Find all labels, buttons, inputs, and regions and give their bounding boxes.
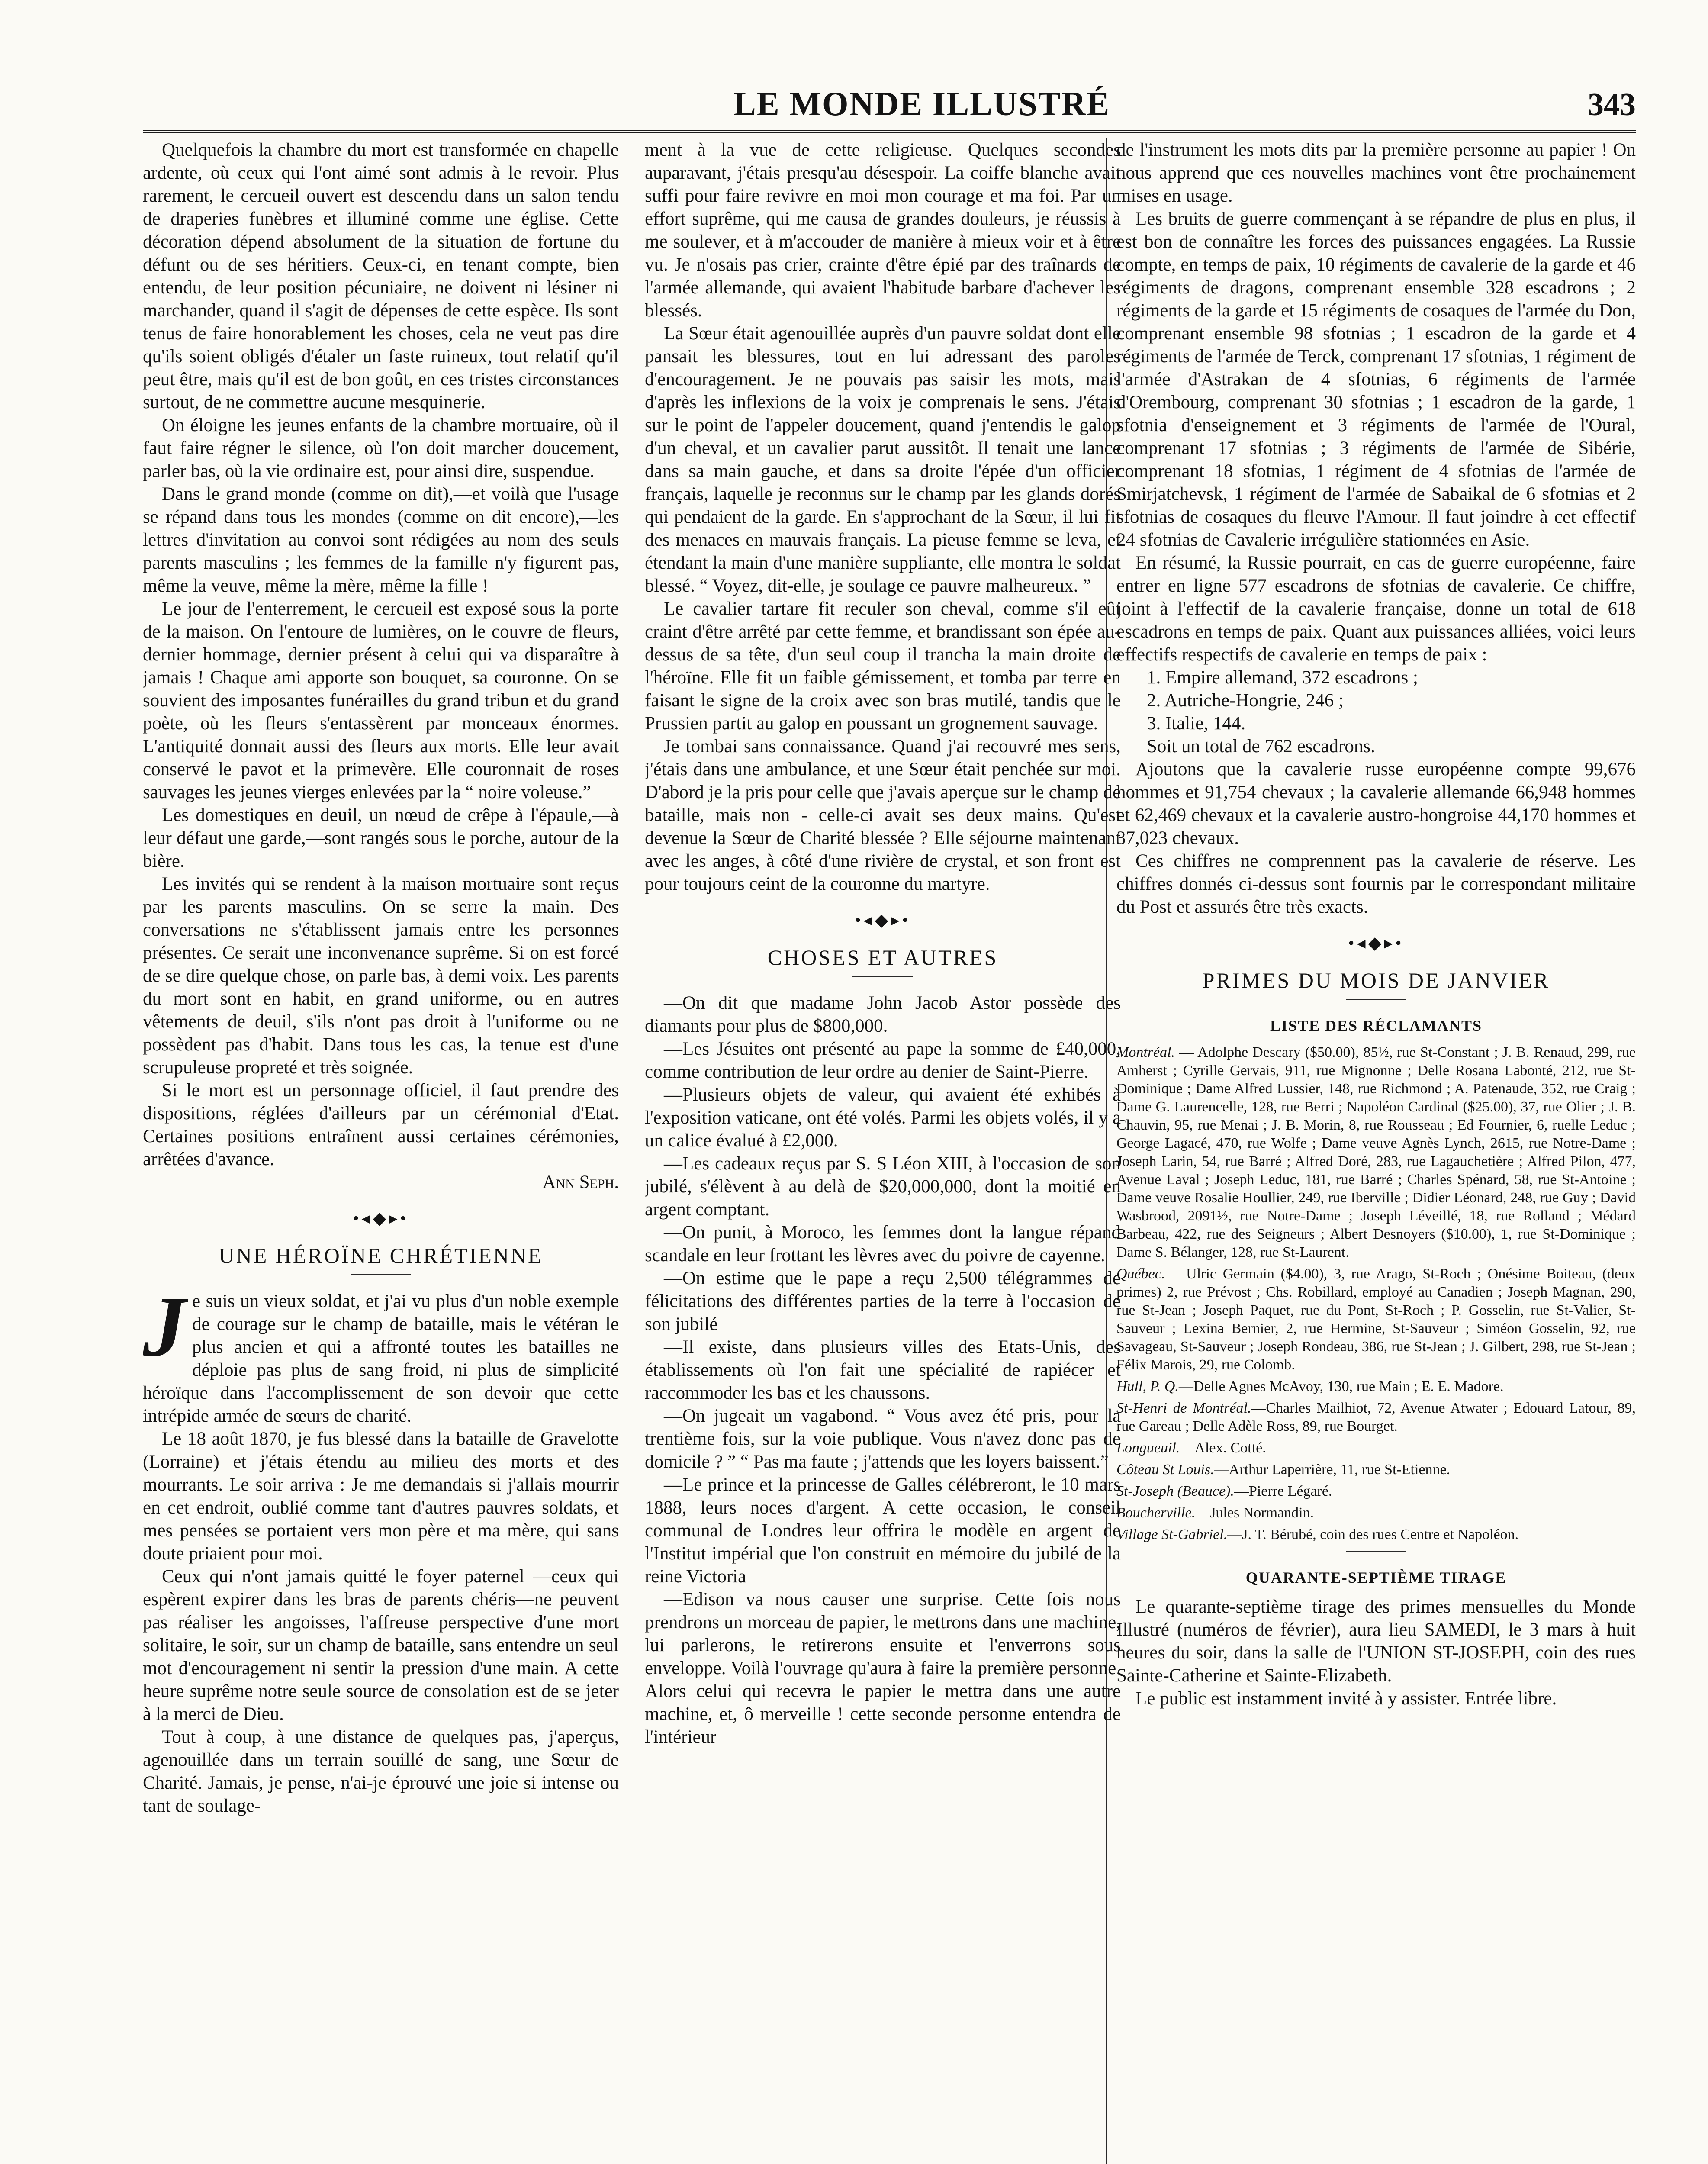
list-item-text: —Alex. Cotté. <box>1180 1440 1266 1456</box>
list-item-text: —Jules Normandin. <box>1195 1505 1314 1521</box>
news-item: —On estime que le pape a reçu 2,500 télégrammes de félicitations des différentes parties de la terre à l'occasion de son jubilé <box>645 1268 1121 1334</box>
list-item: 1. Empire allemand, 372 escadrons ; <box>1147 667 1418 688</box>
news-item: —Il existe, dans plusieurs villes des Etats-Unis, des établissements où l'on fait une spécialité de rapiécer et raccommoder les bas et les chaussons. <box>645 1337 1121 1403</box>
paragraph: En résumé, la Russie pourrait, en cas de guerre européenne, faire entrer en ligne 577 escadrons de sfotnias de cavalerie. Ce chiffre, joint à l'effectif de la cavalerie française, donne un total de 618 escadrons en temps de paix. Quant aux puissances alliées, voici leurs effectifs respectifs de cavalerie en temps de paix : <box>1116 553 1636 665</box>
subsection-heading: LISTE DES RÉCLAMANTS <box>1270 1017 1483 1034</box>
paragraph: Le quarante-septième tirage des primes mensuelles du Monde Illustré (numéros de février), aura lieu SAMEDI, le 3 mars à huit heures du soir, dans la salle de l'UNION ST-JOSEPH, coin des rues Sainte-Catherine et Sainte-Elizabeth. <box>1116 1597 1636 1686</box>
list-item <box>1116 1399 1636 1436</box>
paragraph: Dans le grand monde (comme on dit),—et voilà que l'usage se répand dans tous les mondes (comme on dit encore),—les lettres d'invitation au convoi sont rédigées au nom des seuls parents masculins ; les femmes de la famille n'y figurent pas, même la veuve, même la mère, même la fille ! <box>143 484 619 596</box>
news-item: —Edison va nous causer une surprise. Cette fois nous prendrons un morceau de papier, le mettrons dans une machine, lui parlerons, le retirerons ensuite et l'enverrons sous enveloppe. Voilà l'ouvrage qu'aura à faire la première personne. Alors celui qui recevra le papier le mettra dans une autre machine, et, ô merveille ! cette seconde personne entendra de l'intérieur <box>645 1589 1121 1747</box>
place-name: Boucherville. <box>1116 1505 1196 1521</box>
section-ornament: •◂◆▸• <box>855 910 911 930</box>
drop-cap: J <box>143 1279 186 1375</box>
heading-rule <box>1346 999 1406 1000</box>
list-item-text: —Charles Mailhiot, 72, Avenue Atwater ; Edouard Latour, 89, rue Gareau ; Delle Adèle Ross, 89, rue Bourget. <box>1116 1400 1636 1434</box>
list-item-text: —J. T. Bérubé, coin des rues Centre et Napoléon. <box>1227 1526 1519 1542</box>
paragraph: Tout à coup, à une distance de quelques pas, j'aperçus, agenouillée dans un terrain souillé de sang, une Sœur de Charité. Jamais, je pense, n'ai-je éprouvé une joie si intense ou tant de soulage- <box>143 1727 619 1816</box>
list-item <box>1116 1043 1636 1262</box>
place-name: Côteau St Louis. <box>1116 1462 1214 1478</box>
paragraph: Les domestiques en deuil, un nœud de crêpe à l'épaule,—à leur défaut une garde,—sont rangés sous le porche, autour de la bière. <box>143 805 619 871</box>
claimants-list <box>1116 1043 1636 1544</box>
heading-rule <box>351 1274 411 1275</box>
paragraph: Le jour de l'enterrement, le cercueil est exposé sous la porte de la maison. On l'entoure de lumières, on le couvre de fleurs, dernier hommage, dernier présent à celui qui va disparaître à jamais ! Chaque ami apporte son bouquet, sa couronne. On se souvient des imposantes funérailles du grand tribun et du grand poète, où les fleurs s'entassèrent par monceaux énormes. L'antiquité donnait aussi des fleurs aux morts. Elle leur avait conservé le pavot et la primevère. Elle couronnait de roses sauvages les jeunes vierges enlevées par la “ noire voleuse.” <box>143 599 619 802</box>
list-item: 2. Autriche-Hongrie, 246 ; <box>1147 690 1344 711</box>
page-number: 343 <box>1588 87 1636 122</box>
place-name: Québec. <box>1116 1266 1165 1282</box>
news-item: —On punit, à Moroco, les femmes dont la langue répand scandale en leur frottant les lèvres avec du poivre de cayenne. <box>645 1222 1121 1266</box>
paragraph: ment à la vue de cette religieuse. Quelques secondes auparavant, j'étais presqu'au désespoir. La coiffe blanche avait suffi pour faire revivre en moi mon courage et ma foi. Par un effort suprême, qui me causa de grandes douleurs, je réussis à me soulever, et à m'accouder de manière à mieux voir et à être vu. Je n'osais pas crier, crainte d'être épié par des traînards de l'armée allemande, qui avaient l'habitude barbare d'achever les blessés. <box>645 140 1121 321</box>
paragraph: On éloigne les jeunes enfants de la chambre mortuaire, où il faut faire régner le silence, où l'on doit marcher doucement, parler bas, où la vie ordinaire est, pour ainsi dire, suspendue. <box>143 415 619 481</box>
paragraph-text: e suis un vieux soldat, et j'ai vu plus d'un noble exemple de courage sur le champ de bataille, mais le vétéran le plus ancien et qui a affronté toutes les batailles ne déploie pas plus de sang froid, ni plus de simplicité héroïque dans l'accomplissement de son devoir que cette intrépide armée de sœurs de charité. <box>143 1291 619 1426</box>
place-name: Village St-Gabriel. <box>1116 1526 1228 1542</box>
section-heading: CHOSES ET AUTRES <box>767 945 998 969</box>
masthead-title: LE MONDE ILLUSTRÉ <box>733 85 1110 122</box>
paragraph: La Sœur était agenouillée auprès d'un pauvre soldat dont elle pansait les blessures, tout en lui adressant des paroles d'encouragement. Je ne pouvais pas saisir les mots, mais d'après les inflexions de la voix je comprenais le sens. J'étais sur le point de l'appeler doucement, quand j'entendis le galop d'un cheval, et un cavalier parut aussitôt. Il tenait une lance dans sa main gauche, et dans sa droite l'épée d'un officier français, laquelle je reconnus sur le champ par les glands dorés qui pendaient de la garde. En s'approchant de la Sœur, il lui fit des menaces en mauvais français. La pieuse femme se leva, et étendant la main d'une manière suppliante, elle montra le soldat blessé. “ Voyez, dit-elle, je soulage ce pauvre malheureux. ” <box>645 323 1121 596</box>
list-item <box>1116 1482 1636 1501</box>
list-item: 3. Italie, 144. <box>1147 713 1246 734</box>
paragraph: Ceux qui n'ont jamais quitté le foyer paternel —ceux qui espèrent expirer dans les bras de parents chéris—ne peuvent pas réaliser les angoisses, l'affreuse perspective d'une mort solitaire, le soir, sur un champ de bataille, sans entendre un seul mot d'encouragement ni sentir la pression d'une main. A cette heure suprême notre seule source de consolation est de se jeter à la merci de Dieu. <box>143 1566 619 1724</box>
list-item <box>1116 1265 1636 1374</box>
news-item: —Les cadeaux reçus par S. S Léon XIII, à l'occasion de son jubilé, s'élèvent à au delà de $20,000,000, dont la moitié en argent comptant. <box>645 1153 1121 1220</box>
list-item <box>1116 1461 1636 1479</box>
section-heading: UNE HÉROÏNE CHRÉTIENNE <box>219 1243 543 1268</box>
list-item-text: — Ulric Germain ($4.00), 3, rue Arago, St-Roch ; Onésime Boiteau, (deux primes) 2, rue Prévost ; Chs. Robillard, employé au Canadien ; Joseph Magnan, 290, rue St-Jean ; Joseph Paquet, rue du Pont, St-Roch ; P. Gosselin, rue St-Valier, St-Sauveur ; Lexina Bernier, 2, rue Hermine, St-Sauveur ; Siméon Gosselin, 92, rue Savageau, St-Sauveur ; Joseph Rondeau, 386, rue St-Jean ; J. Gilbert, 298, rue St-Jean ; Félix Marois, 29, rue Colomb. <box>1116 1266 1636 1373</box>
paragraph: de l'instrument les mots dits par la première personne au papier ! On nous apprend que ces nouvelles machines vont être prochainement mises en usage. <box>1116 140 1636 206</box>
list-item-text: —Pierre Légaré. <box>1234 1483 1332 1499</box>
heading-rule <box>1346 1551 1406 1552</box>
page-header <box>143 82 1636 133</box>
paragraph: Si le mort est un personnage officiel, il faut prendre des dispositions, réglées d'ailleurs par un cérémonial d'Etat. Certaines positions entraînent aussi certaines cérémonies, arrêtées d'avance. <box>143 1080 619 1169</box>
paragraph: Quelquefois la chambre du mort est transformée en chapelle ardente, où ceux qui l'ont aimé sont admis à le revoir. Plus rarement, le cercueil ouvert est descendu dans un salon tendu de draperies funèbres et illuminé comme une église. Cette décoration dépend absolument de la situation de fortune du défunt ou de ses héritiers. Ceux-ci, en tenant compte, bien entendu, de leur position pécuniaire, ne doivent ni lésiner ni marchander, quand il s'agit de dépenses de cette espèce. Ils sont tenus de faire honorablement les choses, cela ne veut pas dire qu'ils soient obligés d'étaler un faste ruineux, tout relatif qu'il peut être, mais qu'il est de bon goût, en ces tristes circonstances surtout, de ne commettre aucune mesquinerie. <box>143 140 619 412</box>
column-3 <box>1116 138 1636 2164</box>
paragraph: Ajoutons que la cavalerie russe européenne compte 99,676 hommes et 91,754 chevaux ; la cavalerie allemande 66,948 hommes et 62,469 chevaux et la cavalerie austro-hongroise 44,170 hommes et 37,023 chevaux. <box>1116 759 1636 848</box>
list-item: Soit un total de 762 escadrons. <box>1147 736 1375 757</box>
list-item <box>1116 1504 1636 1522</box>
paragraph: Je tombai sans connaissance. Quand j'ai recouvré mes sens, j'étais dans une ambulance, et une Sœur était penchée sur moi. D'abord je la pris pour celle que j'avais aperçue sur le champ de bataille, mais non - celle-ci avait ses deux mains. Qu'est devenue la Sœur de Charité blessée ? Elle séjourne maintenant avec les anges, à côté d'une rivière de crystal, et son front est pour toujours ceint de la couronne du martyre. <box>645 736 1121 894</box>
news-item: —Le prince et la princesse de Galles célébreront, le 10 mars 1888, leurs noces d'argent. A cette occasion, le conseil communal de Londres leur offrira le modèle en argent de l'Institut impérial que l'on construit en mémoire du jubilé de la reine Victoria <box>645 1475 1121 1587</box>
heading-rule <box>852 976 913 977</box>
section-heading: PRIMES DU MOIS DE JANVIER <box>1202 968 1550 992</box>
paragraph: Les bruits de guerre commençant à se répandre de plus en plus, il est bon de connaître les forces des puissances engagées. La Russie compte, en temps de paix, 10 régiments de cavalerie de la garde et 46 régiments de dragons, comprenant ensemble 328 escadrons ; 2 régiments de la garde et 15 régiments de cosaques de l'armée du Don, comprenant ensemble 98 sfotnias ; 1 escadron de la garde et 4 régiments de l'armée de Terck, comprenant 17 sfotnias, 1 régiment de l'armée d'Astrakan de 4 sfotnias, 6 régiments de l'armée d'Orembourg, comprenant 30 sfotnias ; 1 escadron de la garde, 1 sfotnia d'enseignement et 3 régiments de l'armée de l'Oural, comprenant 17 sfotnias ; 3 régiments de l'armée de Sibérie, comprenant 18 sfotnias, 1 régiment de 4 sfotnias de l'armée de Smirjatchevsk, 1 régiment de l'armée de Sabaikal de 6 sfotnias et 2 sfotnias de cosaques du fleuve l'Amour. Il faut joindre à cet effectif 24 sfotnias de Cavalerie irrégulière stationnées en Asie. <box>1116 209 1636 550</box>
author-signature: Ann Seph. <box>542 1172 619 1192</box>
news-item: —Les Jésuites ont présenté au pape la somme de £40,000, comme contribution de leur ordre au denier de Saint-Pierre. <box>645 1039 1121 1082</box>
paragraph: Le cavalier tartare fit reculer son cheval, comme s'il eût craint d'être arrêté par cette femme, et brandissant son épée au-dessus de sa tête, d'un seul coup il trancha la main droite de l'héroïne. Elle fit un faible gémissement, et tomba par terre en faisant le signe de la croix avec son bras mutilé, tandis que le Prussien partit au galop en poussant un grognement sauvage. <box>645 599 1121 734</box>
list-item <box>1116 1526 1636 1544</box>
list-item-text: — Adolphe Descary ($50.00), 85½, rue St-Constant ; J. B. Renaud, 299, rue Amherst ; Cyrille Gervais, 911, rue Mignonne ; Delle Rosana Labonté, 212, rue St-Dominique ; Dame Alfred Lussier, 148, rue Richmond ; A. Patenaude, 352, rue Craig ; Dame G. Laurencelle, 128, rue Berri ; Napoléon Cardinal ($25.00), 37, rue Olier ; J. B. Chauvin, 95, rue Menai ; J. B. Morin, 8, rue Rousseau ; Ed Fournier, 6, ruelle Leduc ; George Lagacé, 470, rue Wolfe ; Dame veuve Agnès Lynch, 2615, rue Notre-Dame ; Joseph Larin, 54, rue Barré ; Alfred Doré, 283, rue Lagauchetière ; Alfred Pilon, 477, Avenue Laval ; Joseph Leduc, 181, rue Barré ; Charles Spénard, 58, rue St-Antoine ; Dame veuve Rosalie Houllier, 249, rue Iberville ; Didier Léonard, 248, rue Guy ; David Wasbrood, 2091½, rue Notre-Dame ; Joseph Léveillé, 18, rue Rolland ; Médard Barbeau, 422, rue des Seigneurs ; Albert Desnoyers ($10.00), 1, rue St-Dominique ; Dame S. Bélanger, 128, rue St-Laurent. <box>1116 1044 1636 1260</box>
column-1 <box>143 138 619 2164</box>
paragraph: Le 18 août 1870, je fus blessé dans la bataille de Gravelotte (Lorraine) et j'étais étendu au milieu des morts et des mourrants. Le soir arriva : Je me demandais si j'allais mourrir en cet endroit, oublié comme tant d'autres pauvres soldats, et mes pensées se portaient vers mon père et ma mère, qui sans doute priaient pour moi. <box>143 1429 619 1564</box>
list-item-text: —Arthur Laperrière, 11, rue St-Etienne. <box>1214 1462 1451 1478</box>
column-2 <box>645 138 1121 2164</box>
paragraph: Le public est instamment invité à y assister. Entrée libre. <box>1135 1688 1557 1709</box>
place-name: St-Joseph (Beauce). <box>1116 1483 1234 1499</box>
list-item <box>1116 1439 1636 1457</box>
subsection-heading: QUARANTE-SEPTIÈME TIRAGE <box>1245 1569 1507 1586</box>
place-name: Hull, P. Q. <box>1116 1378 1179 1394</box>
news-item: —On jugeait un vagabond. “ Vous avez été pris, pour la trentième fois, sur la voie publique. Vous n'avez donc pas de domicile ? ” “ Pas ma faute ; j'attends que les loyers baissent.” <box>645 1406 1121 1472</box>
paragraph: Les invités qui se rendent à la maison mortuaire sont reçus par les parents masculins. On se serre la main. Des conversations ne s'établissent jamais entre les personnes présentes. Ce serait une inconvenance suprême. Si on est forcé de se dire quelque chose, on parle bas, à demi voix. Les parents du mort sont en habit, en grand uniforme, ou en autres vêtements de deuil, s'ils n'ont pas droit à l'uniforme ou ne possèdent pas d'habit. Dans tous les cas, la tenue est d'une scrupuleuse propreté et très soignée. <box>143 874 619 1078</box>
list-item <box>1116 1378 1636 1396</box>
place-name: Longueuil. <box>1116 1440 1180 1456</box>
paragraph <box>143 1279 619 1427</box>
section-ornament: •◂◆▸• <box>353 1208 409 1228</box>
news-item: —Plusieurs objets de valeur, qui avaient été exhibés à l'exposition vaticane, ont été volés. Parmi les objets volés, il y a un calice évalué à £2,000. <box>645 1085 1121 1151</box>
place-name: St-Henri de Montréal. <box>1116 1400 1251 1416</box>
section-ornament: •◂◆▸• <box>1348 933 1404 953</box>
place-name: Montréal. <box>1116 1044 1175 1060</box>
list-item-text: —Delle Agnes McAvoy, 130, rue Main ; E. E. Madore. <box>1178 1378 1504 1394</box>
news-item: —On dit que madame John Jacob Astor possède des diamants pour plus de $800,000. <box>645 993 1121 1036</box>
paragraph: Ces chiffres ne comprennent pas la cavalerie de réserve. Les chiffres donnés ci-dessus sont fournis par le correspondant militaire du Post et assurés être très exacts. <box>1116 851 1636 917</box>
